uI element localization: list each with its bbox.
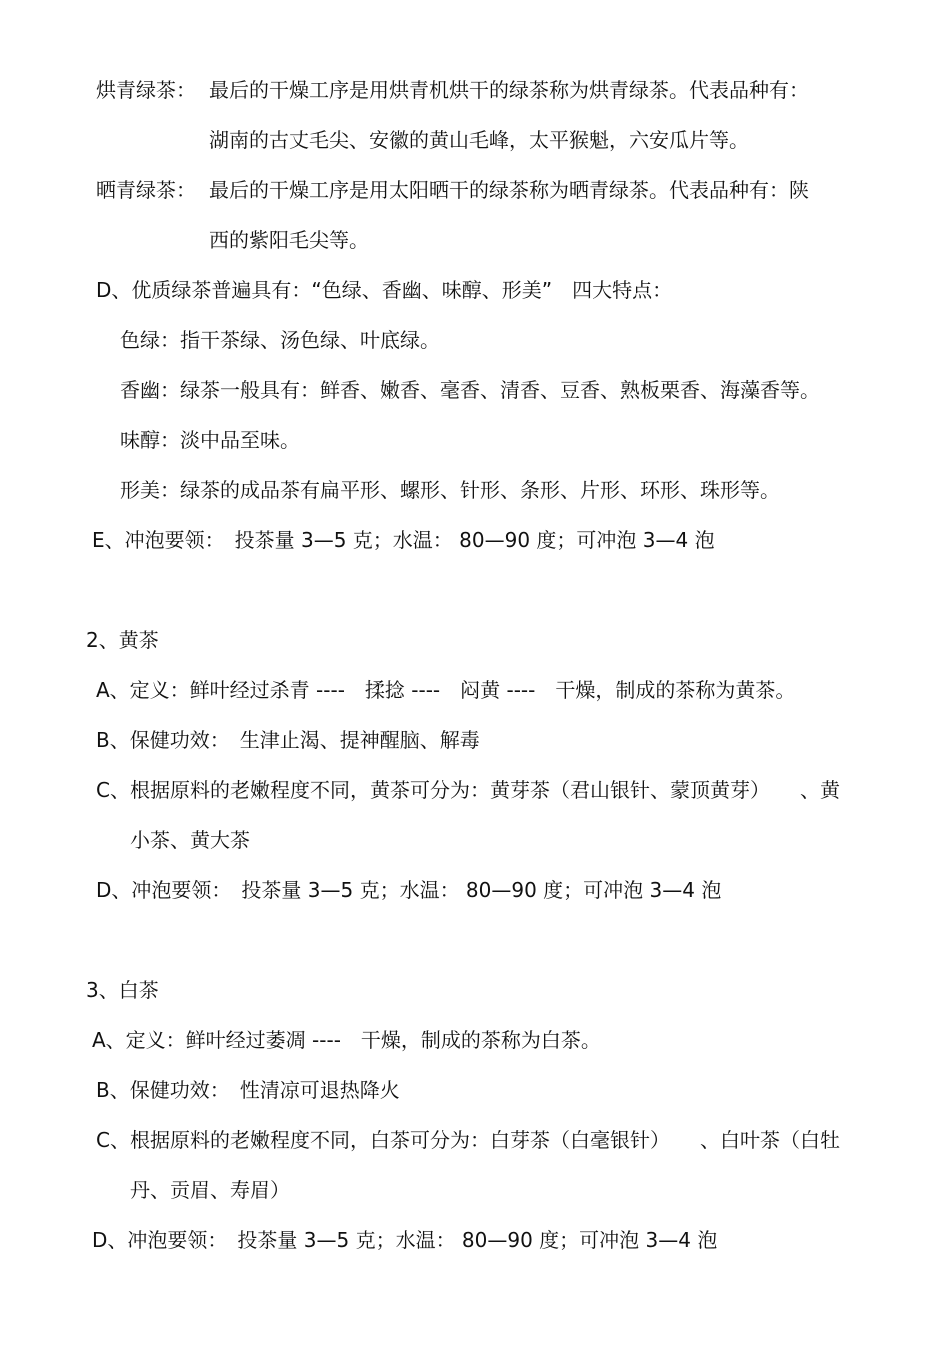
yellow-tea-item-a: A、定义：鲜叶经过杀青 ---- 揉捻 ---- 闷黄 ---- 干燥，制成的茶称为黄茶。: [96, 678, 796, 702]
feature-aroma: 香幽：绿茶一般具有：鲜香、嫩香、毫香、清香、豆香、熟板栗香、海藻香等。: [120, 378, 820, 402]
shaiqing-line-2: 西的紫阳毛尖等。: [209, 228, 369, 252]
white-tea-item-d: D、冲泡要领： 投茶量 3—5 克；水温： 80—90 度；可冲泡 3—4 泡: [92, 1228, 718, 1252]
white-tea-item-c-1: C、根据原料的老嫩程度不同，白茶可分为：白芽茶（白毫银针） 、白叶茶（白牡: [96, 1128, 840, 1152]
hongqing-term: 烘青绿茶：: [96, 78, 196, 102]
white-tea-item-c-2: 丹、贡眉、寿眉）: [130, 1178, 290, 1202]
hongqing-text-1: 最后的干燥工序是用烘青机烘干的绿茶称为烘青绿茶。代表品种有：: [209, 78, 809, 102]
yellow-tea-item-c-1: C、根据原料的老嫩程度不同，黄茶可分为：黄芽茶（君山银针、蒙顶黄芽） 、黄: [96, 778, 840, 802]
green-tea-item-d: D、优质绿茶普遍具有：“色绿、香幽、味醇、形美” 四大特点：: [96, 278, 673, 302]
yellow-tea-item-c-2: 小茶、黄大茶: [130, 828, 250, 852]
feature-color: 色绿：指干茶绿、汤色绿、叶底绿。: [120, 328, 440, 352]
white-tea-item-b: B、保健功效： 性清凉可退热降火: [96, 1078, 400, 1102]
feature-shape: 形美：绿茶的成品茶有扁平形、螺形、针形、条形、片形、环形、珠形等。: [120, 478, 780, 502]
white-tea-item-a: A、定义：鲜叶经过萎凋 ---- 干燥，制成的茶称为白茶。: [92, 1028, 601, 1052]
hongqing-line-1: [96, 77, 809, 103]
shaiqing-text-1: 最后的干燥工序是用太阳晒干的绿茶称为晒青绿茶。代表品种有：陕: [209, 178, 809, 202]
yellow-tea-heading: 2、黄茶: [86, 628, 159, 652]
yellow-tea-item-d: D、冲泡要领： 投茶量 3—5 克；水温： 80—90 度；可冲泡 3—4 泡: [96, 878, 722, 902]
hongqing-line-2: 湖南的古丈毛尖、安徽的黄山毛峰，太平猴魁，六安瓜片等。: [209, 128, 749, 152]
shaiqing-line-1: [96, 177, 809, 203]
white-tea-heading: 3、白茶: [86, 978, 159, 1002]
green-tea-item-e: E、冲泡要领： 投茶量 3—5 克；水温： 80—90 度；可冲泡 3—4 泡: [92, 528, 715, 552]
shaiqing-term: 晒青绿茶：: [96, 178, 196, 202]
yellow-tea-item-b: B、保健功效： 生津止渴、提神醒脑、解毒: [96, 728, 480, 752]
feature-taste: 味醇：淡中品至味。: [120, 428, 300, 452]
